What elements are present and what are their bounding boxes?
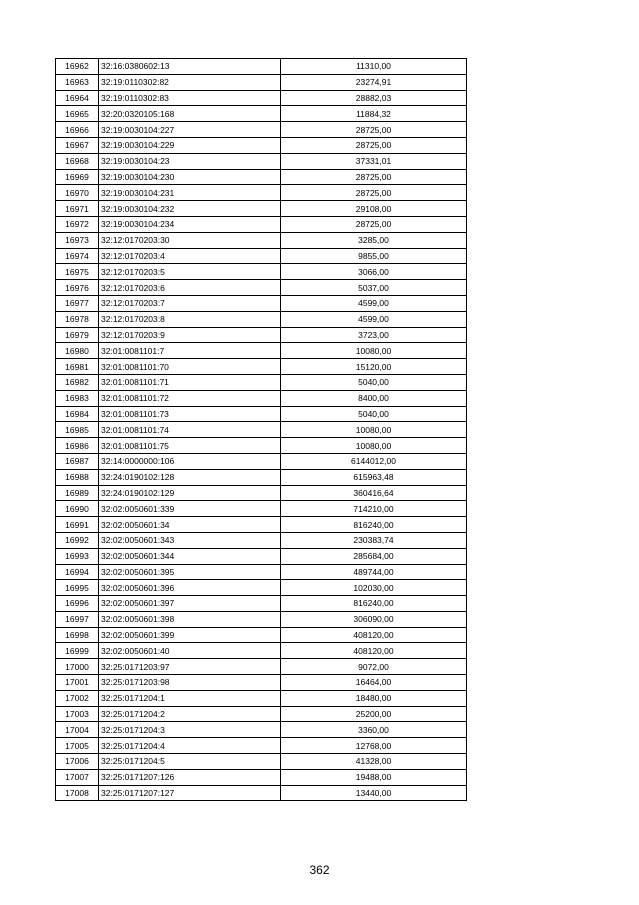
value-cell: 9855,00 — [281, 248, 467, 264]
table-row — [56, 106, 467, 122]
value-cell: 5040,00 — [281, 406, 467, 422]
row-number-cell: 16972 — [56, 216, 99, 232]
value-cell: 28725,00 — [281, 216, 467, 232]
value-cell: 12768,00 — [281, 738, 467, 754]
row-number-cell: 16994 — [56, 564, 99, 580]
row-number-cell: 17006 — [56, 754, 99, 770]
row-number-cell: 17003 — [56, 706, 99, 722]
cadastral-number-cell: 32:12:0170203:30 — [99, 232, 281, 248]
value-cell: 408120,00 — [281, 643, 467, 659]
value-cell: 6144012,00 — [281, 453, 467, 469]
row-number-cell: 16965 — [56, 106, 99, 122]
value-cell: 615963,48 — [281, 469, 467, 485]
cadastral-number-cell: 32:01:0081101:72 — [99, 390, 281, 406]
cadastral-number-cell: 32:02:0050601:344 — [99, 548, 281, 564]
value-cell: 360416,64 — [281, 485, 467, 501]
value-cell: 28725,00 — [281, 122, 467, 138]
cadastral-number-cell: 32:02:0050601:339 — [99, 501, 281, 517]
row-number-cell: 16988 — [56, 469, 99, 485]
value-cell: 25200,00 — [281, 706, 467, 722]
cadastral-number-cell: 32:19:0030104:230 — [99, 169, 281, 185]
table-row — [56, 264, 467, 280]
table-row — [56, 169, 467, 185]
row-number-cell: 16973 — [56, 232, 99, 248]
value-cell: 29108,00 — [281, 201, 467, 217]
value-cell: 3360,00 — [281, 722, 467, 738]
cadastral-number-cell: 32:19:0030104:229 — [99, 137, 281, 153]
value-cell: 18480,00 — [281, 690, 467, 706]
table-row — [56, 137, 467, 153]
cadastral-number-cell: 32:01:0081101:71 — [99, 374, 281, 390]
cadastral-number-cell: 32:25:0171204:5 — [99, 754, 281, 770]
value-cell: 102030,00 — [281, 580, 467, 596]
value-cell: 10080,00 — [281, 422, 467, 438]
row-number-cell: 16991 — [56, 517, 99, 533]
cadastral-number-cell: 32:12:0170203:6 — [99, 280, 281, 296]
table-row — [56, 501, 467, 517]
cadastral-number-cell: 32:01:0081101:73 — [99, 406, 281, 422]
table-row — [56, 216, 467, 232]
row-number-cell: 16997 — [56, 611, 99, 627]
cadastral-number-cell: 32:25:0171204:1 — [99, 690, 281, 706]
cadastral-number-cell: 32:25:0171203:98 — [99, 675, 281, 691]
cadastral-number-cell: 32:25:0171203:97 — [99, 659, 281, 675]
value-cell: 306090,00 — [281, 611, 467, 627]
row-number-cell: 17005 — [56, 738, 99, 754]
table-row — [56, 738, 467, 754]
table-row — [56, 280, 467, 296]
cadastral-number-cell: 32:01:0081101:7 — [99, 343, 281, 359]
cadastral-number-cell: 32:02:0050601:40 — [99, 643, 281, 659]
cadastral-number-cell: 32:02:0050601:395 — [99, 564, 281, 580]
value-cell: 285684,00 — [281, 548, 467, 564]
cadastral-number-cell: 32:20:0320105:168 — [99, 106, 281, 122]
table-row — [56, 359, 467, 375]
cadastral-number-cell: 32:12:0170203:9 — [99, 327, 281, 343]
value-cell: 816240,00 — [281, 517, 467, 533]
cadastral-number-cell: 32:14:0000000:106 — [99, 453, 281, 469]
row-number-cell: 16971 — [56, 201, 99, 217]
table-row — [56, 785, 467, 801]
table-row — [56, 406, 467, 422]
value-cell: 3285,00 — [281, 232, 467, 248]
value-cell: 13440,00 — [281, 785, 467, 801]
cadastral-number-cell: 32:19:0110302:83 — [99, 90, 281, 106]
value-cell: 10080,00 — [281, 343, 467, 359]
value-cell: 5040,00 — [281, 374, 467, 390]
row-number-cell: 17007 — [56, 769, 99, 785]
row-number-cell: 16967 — [56, 137, 99, 153]
table-row — [56, 580, 467, 596]
row-number-cell: 17004 — [56, 722, 99, 738]
table-row — [56, 74, 467, 90]
table-row — [56, 754, 467, 770]
table-row — [56, 311, 467, 327]
row-number-cell: 16989 — [56, 485, 99, 501]
row-number-cell: 16963 — [56, 74, 99, 90]
table-row — [56, 374, 467, 390]
cadastral-number-cell: 32:02:0050601:396 — [99, 580, 281, 596]
value-cell: 816240,00 — [281, 596, 467, 612]
value-cell: 41328,00 — [281, 754, 467, 770]
table-row — [56, 153, 467, 169]
table-row — [56, 627, 467, 643]
row-number-cell: 16966 — [56, 122, 99, 138]
row-number-cell: 16999 — [56, 643, 99, 659]
value-cell: 9072,00 — [281, 659, 467, 675]
cadastral-number-cell: 32:01:0081101:74 — [99, 422, 281, 438]
row-number-cell: 16968 — [56, 153, 99, 169]
row-number-cell: 16985 — [56, 422, 99, 438]
value-cell: 19488,00 — [281, 769, 467, 785]
table-row — [56, 690, 467, 706]
table-row — [56, 469, 467, 485]
table-row — [56, 722, 467, 738]
row-number-cell: 16980 — [56, 343, 99, 359]
table-row — [56, 596, 467, 612]
cadastral-number-cell: 32:02:0050601:399 — [99, 627, 281, 643]
table-row — [56, 517, 467, 533]
cadastral-number-cell: 32:01:0081101:75 — [99, 438, 281, 454]
cadastral-number-cell: 32:25:0171204:2 — [99, 706, 281, 722]
value-cell: 11310,00 — [281, 59, 467, 75]
table-row — [56, 659, 467, 675]
row-number-cell: 16970 — [56, 185, 99, 201]
value-cell: 16464,00 — [281, 675, 467, 691]
value-cell: 3723,00 — [281, 327, 467, 343]
cadastral-number-cell: 32:16:0380602:13 — [99, 59, 281, 75]
table-row — [56, 390, 467, 406]
row-number-cell: 16969 — [56, 169, 99, 185]
cadastral-number-cell: 32:24:0190102:128 — [99, 469, 281, 485]
table-row — [56, 706, 467, 722]
row-number-cell: 17000 — [56, 659, 99, 675]
cadastral-number-cell: 32:02:0050601:397 — [99, 596, 281, 612]
value-cell: 489744,00 — [281, 564, 467, 580]
row-number-cell: 16993 — [56, 548, 99, 564]
row-number-cell: 16990 — [56, 501, 99, 517]
value-cell: 11884,32 — [281, 106, 467, 122]
table-row — [56, 532, 467, 548]
table-body — [56, 59, 467, 801]
cadastral-number-cell: 32:25:0171207:126 — [99, 769, 281, 785]
table-row — [56, 90, 467, 106]
row-number-cell: 16998 — [56, 627, 99, 643]
value-cell: 714210,00 — [281, 501, 467, 517]
table-row — [56, 453, 467, 469]
table-row — [56, 295, 467, 311]
cadastral-number-cell: 32:12:0170203:8 — [99, 311, 281, 327]
cadastral-number-cell: 32:02:0050601:34 — [99, 517, 281, 533]
value-cell: 28725,00 — [281, 137, 467, 153]
table-row — [56, 769, 467, 785]
table-row — [56, 422, 467, 438]
cadastral-number-cell: 32:19:0030104:23 — [99, 153, 281, 169]
row-number-cell: 16976 — [56, 280, 99, 296]
cadastral-number-cell: 32:25:0171207:127 — [99, 785, 281, 801]
value-cell: 15120,00 — [281, 359, 467, 375]
cadastral-number-cell: 32:25:0171204:4 — [99, 738, 281, 754]
cadastral-number-cell: 32:12:0170203:7 — [99, 295, 281, 311]
table-row — [56, 548, 467, 564]
table-row — [56, 327, 467, 343]
row-number-cell: 16982 — [56, 374, 99, 390]
table-row — [56, 564, 467, 580]
row-number-cell: 16962 — [56, 59, 99, 75]
cadastral-number-cell: 32:12:0170203:5 — [99, 264, 281, 280]
table-row — [56, 343, 467, 359]
cadastral-number-cell: 32:01:0081101:70 — [99, 359, 281, 375]
data-table — [55, 58, 467, 801]
value-cell: 408120,00 — [281, 627, 467, 643]
table-row — [56, 232, 467, 248]
row-number-cell: 16992 — [56, 532, 99, 548]
cadastral-number-cell: 32:02:0050601:343 — [99, 532, 281, 548]
row-number-cell: 17001 — [56, 675, 99, 691]
table-row — [56, 248, 467, 264]
cadastral-number-cell: 32:19:0030104:234 — [99, 216, 281, 232]
row-number-cell: 16981 — [56, 359, 99, 375]
row-number-cell: 16964 — [56, 90, 99, 106]
row-number-cell: 16974 — [56, 248, 99, 264]
table-row — [56, 122, 467, 138]
value-cell: 28882,03 — [281, 90, 467, 106]
table-row — [56, 185, 467, 201]
row-number-cell: 16978 — [56, 311, 99, 327]
table-row — [56, 438, 467, 454]
value-cell: 28725,00 — [281, 185, 467, 201]
row-number-cell: 16975 — [56, 264, 99, 280]
table-row — [56, 59, 467, 75]
cadastral-number-cell: 32:19:0110302:82 — [99, 74, 281, 90]
table-row — [56, 201, 467, 217]
value-cell: 8400,00 — [281, 390, 467, 406]
value-cell: 37331,01 — [281, 153, 467, 169]
row-number-cell: 16984 — [56, 406, 99, 422]
value-cell: 3066,00 — [281, 264, 467, 280]
table-row — [56, 643, 467, 659]
cadastral-number-cell: 32:25:0171204:3 — [99, 722, 281, 738]
row-number-cell: 16986 — [56, 438, 99, 454]
row-number-cell: 16983 — [56, 390, 99, 406]
cadastral-number-cell: 32:02:0050601:398 — [99, 611, 281, 627]
value-cell: 5037,00 — [281, 280, 467, 296]
table-row — [56, 675, 467, 691]
page-number: 362 — [309, 863, 330, 877]
row-number-cell: 16996 — [56, 596, 99, 612]
cadastral-number-cell: 32:19:0030104:227 — [99, 122, 281, 138]
cadastral-number-cell: 32:19:0030104:231 — [99, 185, 281, 201]
value-cell: 4599,00 — [281, 311, 467, 327]
table-row — [56, 485, 467, 501]
row-number-cell: 17008 — [56, 785, 99, 801]
cadastral-number-cell: 32:19:0030104:232 — [99, 201, 281, 217]
value-cell: 23274,91 — [281, 74, 467, 90]
value-cell: 230383,74 — [281, 532, 467, 548]
value-cell: 10080,00 — [281, 438, 467, 454]
table-row — [56, 611, 467, 627]
row-number-cell: 16987 — [56, 453, 99, 469]
cadastral-number-cell: 32:24:0190102:129 — [99, 485, 281, 501]
cadastral-number-cell: 32:12:0170203:4 — [99, 248, 281, 264]
value-cell: 28725,00 — [281, 169, 467, 185]
row-number-cell: 16979 — [56, 327, 99, 343]
value-cell: 4599,00 — [281, 295, 467, 311]
row-number-cell: 17002 — [56, 690, 99, 706]
row-number-cell: 16995 — [56, 580, 99, 596]
row-number-cell: 16977 — [56, 295, 99, 311]
